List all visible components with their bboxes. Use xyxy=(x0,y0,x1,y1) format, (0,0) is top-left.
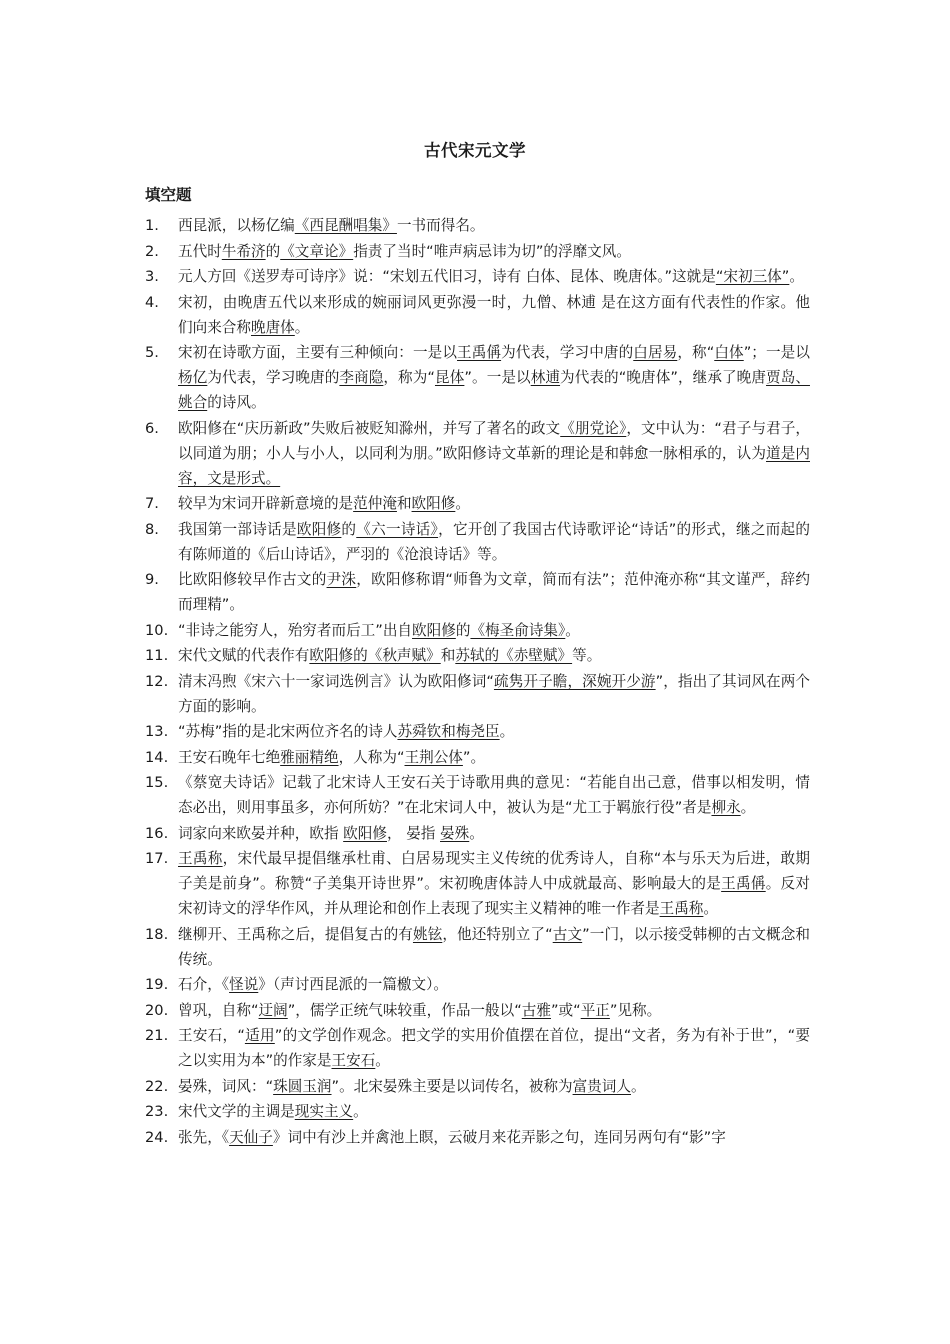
list-item xyxy=(145,821,810,846)
answer-blank: 王禹称 xyxy=(178,850,223,867)
item-number: 6. xyxy=(145,419,159,437)
text-segment: 《蔡宽夫诗话》记载了北宋诗人王安石关于诗歌用典的意见：“若能自出己意，借事以相发明，情态必出，则用事虽多，亦何所妨？”在北宋词人中，被认为是“尤工于羁旅行役”者是 xyxy=(178,774,810,816)
text-segment: 的 xyxy=(455,621,471,639)
item-number: 23. xyxy=(145,1103,169,1120)
item-text xyxy=(178,567,810,617)
text-segment: 我国第一部诗话是 xyxy=(178,520,297,538)
text-segment: 。 xyxy=(469,824,484,842)
item-text xyxy=(178,998,810,1023)
text-segment: “苏梅”指的是北宋两位齐名的诗人 xyxy=(178,723,398,740)
item-number: 4. xyxy=(145,293,159,311)
answer-blank: 晚唐体 xyxy=(250,318,295,336)
answer-blank: 林逋 xyxy=(530,369,561,386)
answer-blank: 李商隐 xyxy=(339,369,384,386)
answer-blank: 王荆公体 xyxy=(404,748,463,766)
text-segment: 。 xyxy=(353,1103,368,1120)
text-segment: ”。北宋晏殊主要是以词传名，被称为 xyxy=(331,1077,573,1095)
answer-blank: 牛希济 xyxy=(221,242,266,260)
item-number: 5. xyxy=(145,344,159,361)
answer-blank: 古文 xyxy=(552,925,583,943)
item-number: 14. xyxy=(145,748,169,766)
list-item xyxy=(145,213,810,238)
item-text xyxy=(178,264,810,289)
list-item xyxy=(145,1125,810,1150)
item-number: 16. xyxy=(145,824,169,842)
text-segment: 继柳开、王禹称之后，提倡复古的有 xyxy=(178,925,413,943)
answer-blank: 天仙子 xyxy=(229,1128,273,1146)
text-segment: 。 xyxy=(455,495,470,512)
answer-blank: 白居易 xyxy=(633,344,678,361)
text-segment: ”一门，以示接受韩柳的古文概念和传统。 xyxy=(178,925,810,968)
answer-blank: 现实主义 xyxy=(294,1103,354,1120)
text-segment: ， 晏指 xyxy=(386,824,441,842)
answer-blank: 王禹偁 xyxy=(457,344,502,361)
text-segment: 。 xyxy=(630,1077,646,1095)
answer-blank: 《梅圣俞诗集》 xyxy=(470,621,566,639)
text-segment: ，文中认为：“君子与君子，以同道为朋；小人与小人，以同利为朋。”欧阳修诗文革新的理论是和韩愈一脉相承的，认为 xyxy=(178,419,811,462)
list-item xyxy=(145,264,810,289)
text-segment: 。 xyxy=(740,799,756,816)
section-heading: 填空题 xyxy=(145,186,192,204)
text-segment: 宋初，由晚唐五代以来形成的婉丽词风更弥漫一时，九僧、林逋 是在这方面有代表性的作家。他们向来合称 xyxy=(178,293,810,336)
item-number: 11. xyxy=(145,647,169,664)
item-number: 10. xyxy=(145,621,169,639)
text-segment: 为代表，学习中唐的 xyxy=(501,344,634,361)
text-segment: ”。 xyxy=(462,748,486,766)
item-number: 1. xyxy=(145,217,159,234)
answer-blank: 苏舜钦和梅尧臣 xyxy=(397,723,500,740)
answer-blank: 欧阳修 xyxy=(343,824,387,842)
answer-blank: 范仲淹 xyxy=(353,495,397,512)
item-number: 7. xyxy=(145,495,159,512)
text-segment: 晏殊，词风：“ xyxy=(178,1077,274,1095)
item-text xyxy=(178,745,810,770)
text-segment: ”；一是以 xyxy=(743,344,810,361)
answer-blank: 古雅 xyxy=(521,1001,551,1019)
item-text xyxy=(178,618,810,643)
item-number: 18. xyxy=(145,925,169,943)
item-text xyxy=(178,1125,810,1150)
list-item xyxy=(145,922,810,972)
text-segment: 宋代文赋的代表作有 xyxy=(178,647,310,664)
item-number: 15. xyxy=(145,774,169,791)
text-segment: “非诗之能穷人，殆穷者而后工”出自 xyxy=(178,621,413,639)
list-item xyxy=(145,567,810,617)
item-text xyxy=(178,643,810,668)
text-segment: 。反对宋初诗文的浮华作风，并从理论和创作上表现了现实主义精神的唯一作者是 xyxy=(178,875,810,917)
item-text xyxy=(178,669,810,719)
text-segment: 较早为宋词开辟新意境的是 xyxy=(178,495,354,512)
item-text xyxy=(178,972,810,997)
item-number: 13. xyxy=(145,723,169,740)
text-segment: 西昆派，以杨亿编 xyxy=(178,217,295,234)
list-item xyxy=(145,517,810,567)
text-segment: 曾巩，自称“ xyxy=(178,1001,259,1019)
text-segment: 》词中有沙上并禽池上瞑，云破月来花弄影之句，连同另两句有“影”字 xyxy=(272,1128,726,1146)
answer-blank: 《朋党论》 xyxy=(560,419,627,437)
list-item xyxy=(145,972,810,997)
text-segment: 张先，《 xyxy=(178,1128,230,1146)
answer-blank: 富贵词人 xyxy=(572,1077,631,1095)
text-segment: 指责了当时“唯声病忌讳为切”的浮靡文风。 xyxy=(353,242,631,260)
answer-blank: 欧阳修 xyxy=(412,621,456,639)
text-segment: 宋代文学的主调是 xyxy=(178,1103,295,1120)
text-segment: 为代表，学习晚唐的 xyxy=(207,369,340,386)
text-segment: 五代时 xyxy=(178,242,222,260)
item-text xyxy=(178,1074,810,1099)
list-item xyxy=(145,1074,810,1099)
text-segment: ”，儒学正统气味较重，作品一般以“ xyxy=(287,1001,522,1019)
answer-blank: 《六一诗话》 xyxy=(356,520,439,538)
answer-blank: 贾岛、姚合 xyxy=(178,369,810,411)
text-segment: 的 xyxy=(265,242,281,260)
answer-blank: 欧阳修 xyxy=(296,520,342,538)
answer-blank: 柳永 xyxy=(711,799,741,816)
text-segment: ”。一是以 xyxy=(464,369,531,386)
list-item xyxy=(145,745,810,770)
answer-blank: 白体 xyxy=(714,344,744,361)
item-text xyxy=(178,213,810,238)
text-segment: ”或“ xyxy=(550,1001,581,1019)
list-item xyxy=(145,340,810,415)
item-number: 22. xyxy=(145,1077,169,1095)
item-text xyxy=(178,719,810,744)
text-segment: 王安石晚年七绝 xyxy=(178,748,281,766)
list-item xyxy=(145,1023,810,1073)
text-segment: 》（声讨西昆派的一篇檄文）。 xyxy=(258,976,448,993)
answer-blank: 苏轼的《赤壁赋》 xyxy=(455,647,573,664)
answer-blank: 王安石 xyxy=(331,1052,376,1069)
item-number: 19. xyxy=(145,976,169,993)
text-segment: 等。 xyxy=(572,647,602,664)
text-segment: 。 xyxy=(375,1052,390,1069)
answer-blank: 适用 xyxy=(244,1027,275,1044)
text-segment: 欧阳修在“庆历新政”失败后被贬知滁州，并写了著名的政文 xyxy=(178,419,561,437)
answer-blank: 雅丽精绝 xyxy=(280,748,339,766)
item-text xyxy=(178,821,810,846)
item-number: 2. xyxy=(145,242,159,260)
text-segment: ”的文学创作观念。把文学的实用价值摆在首位，提出“文者，务为有补于世”，“要之以实用为本”的作家是 xyxy=(178,1027,810,1069)
answer-blank: 平正 xyxy=(580,1001,610,1019)
item-text xyxy=(178,770,810,820)
list-item xyxy=(145,643,810,668)
item-number: 17. xyxy=(145,850,169,867)
answer-blank: 晏殊 xyxy=(440,824,470,842)
item-text xyxy=(178,416,810,491)
text-segment: 比欧阳修较早作古文的 xyxy=(178,571,327,588)
item-text xyxy=(178,290,810,340)
list-item xyxy=(145,998,810,1023)
text-segment: ，它开创了我国古代诗歌评论“诗话”的形式，继之而起的有陈师道的《后山诗话》，严羽的《沧浪诗话》等。 xyxy=(178,520,810,563)
list-item xyxy=(145,719,810,744)
answer-blank: 迂阔 xyxy=(258,1001,288,1019)
answer-blank: 珠圆玉润 xyxy=(273,1077,332,1095)
list-item xyxy=(145,416,810,491)
list-item xyxy=(145,239,810,264)
document-title: 古代宋元文学 xyxy=(424,141,526,160)
text-segment: ，人称为“ xyxy=(338,748,405,766)
answer-blank: 《文章论》 xyxy=(280,242,354,260)
question-list xyxy=(145,213,810,1150)
text-segment: ，欧阳修称谓“师鲁为文章，简而有法”；范仲淹亦称“其文谨严，辞约而理精”。 xyxy=(178,571,810,613)
item-number: 12. xyxy=(145,672,169,690)
answer-blank: 王禹称 xyxy=(659,900,704,917)
list-item xyxy=(145,846,810,921)
text-segment: 词家向来欧晏并种，欧指 xyxy=(178,824,344,842)
item-text xyxy=(178,846,810,921)
text-segment: ，称“ xyxy=(677,344,715,361)
item-number: 21. xyxy=(145,1027,169,1044)
item-text xyxy=(178,340,810,415)
text-segment: 。 xyxy=(789,268,804,285)
answer-blank: 尹洙 xyxy=(326,571,357,588)
text-segment: ”，指出了其词风在两个方面的影响。 xyxy=(178,672,811,715)
list-item xyxy=(145,618,810,643)
text-segment: 。 xyxy=(703,900,719,917)
text-segment: 和 xyxy=(440,647,456,664)
item-text xyxy=(178,1023,810,1073)
text-segment: 和 xyxy=(396,495,412,512)
item-number: 8. xyxy=(145,520,159,538)
list-item xyxy=(145,770,810,820)
text-segment: 的诗风。 xyxy=(207,394,266,411)
answer-blank: 怪说 xyxy=(229,976,259,993)
text-segment: 。 xyxy=(499,723,515,740)
answer-blank: 王禹偁 xyxy=(721,875,766,892)
item-number: 3. xyxy=(145,268,159,285)
answer-blank: 姚铉 xyxy=(412,925,443,943)
item-number: 24. xyxy=(145,1128,169,1146)
answer-blank: 昆体 xyxy=(434,369,465,386)
list-item xyxy=(145,491,810,516)
answer-blank: 道是内容，文是形式。 xyxy=(178,444,810,487)
list-item xyxy=(145,290,810,340)
item-text xyxy=(178,922,810,972)
text-segment: 的 xyxy=(341,520,357,538)
text-segment: 为代表的“晚唐体”，继承了晚唐 xyxy=(560,369,767,386)
item-number: 20. xyxy=(145,1001,169,1019)
text-segment: 宋初在诗歌方面，主要有三种倾向：一是以 xyxy=(178,344,458,361)
item-text xyxy=(178,517,810,567)
answer-blank: 杨亿 xyxy=(178,369,208,386)
item-text xyxy=(178,1099,810,1124)
text-segment: ，他还特别立了“ xyxy=(442,925,553,943)
text-segment: ”见称。 xyxy=(609,1001,662,1019)
text-segment: 。 xyxy=(565,621,580,639)
text-segment: ，称为“ xyxy=(383,369,435,386)
list-item xyxy=(145,669,810,719)
list-item xyxy=(145,1099,810,1124)
item-text xyxy=(178,491,810,516)
text-segment: ，宋代最早提倡继承杜甫、白居易现实主义传统的优秀诗人，自称“本与乐天为后进，敢期子美是前身”。称赞“子美集开诗世界”。宋初晚唐体詩人中成就最高、影响最大的是 xyxy=(178,850,810,892)
text-segment: 一书而得名。 xyxy=(396,217,485,234)
answer-blank: 欧阳修 xyxy=(411,495,456,512)
answer-blank: “宋初三体” xyxy=(715,268,790,285)
item-number: 9. xyxy=(145,571,159,588)
item-text xyxy=(178,239,810,264)
text-segment: 清末冯煦《宋六十一家词选例言》认为欧阳修词“ xyxy=(178,672,494,690)
text-segment: 元人方回《送罗寿可诗序》说：“宋划五代旧习，诗有 白体、昆体、晚唐体。”这就是 xyxy=(178,268,716,285)
answer-blank: 欧阳修的《秋声赋》 xyxy=(309,647,441,664)
text-segment: 王安石，“ xyxy=(178,1027,245,1044)
text-segment: 。 xyxy=(294,318,310,336)
answer-blank: 疏隽开子瞻，深婉开少游 xyxy=(493,672,656,690)
text-segment: 石介，《 xyxy=(178,976,230,993)
answer-blank: 《西昆酬唱集》 xyxy=(294,217,397,234)
